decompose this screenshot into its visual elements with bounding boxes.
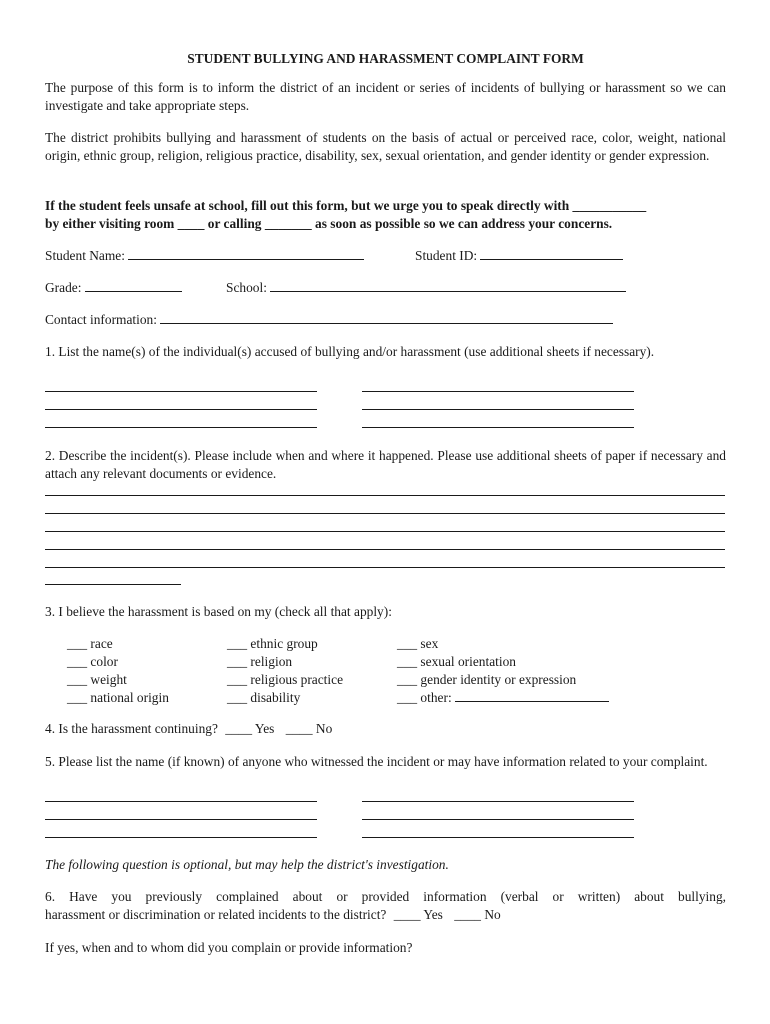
question-4 bbox=[45, 720, 332, 738]
question-6-line-2 bbox=[45, 906, 501, 924]
optional-note: The following question is optional, but may help the district's investigation. bbox=[45, 857, 449, 872]
checkbox-disability[interactable]: ___ disability bbox=[227, 690, 301, 705]
student-id-field[interactable] bbox=[415, 247, 623, 265]
checkbox-weight[interactable]: ___ weight bbox=[67, 672, 127, 687]
q6-no-option[interactable]: ____ No bbox=[454, 907, 501, 922]
school-label: School: bbox=[226, 280, 267, 295]
q4-yes-option[interactable]: ____ Yes bbox=[225, 721, 275, 736]
student-id-label: Student ID: bbox=[415, 248, 478, 263]
incident-description-line[interactable] bbox=[45, 549, 725, 550]
unsafe-line-2: by either visiting room ____ or calling _______ as soon as possible so we can address your concerns. bbox=[45, 216, 613, 231]
question-6-line-1: 6. Have you previously complained about or provided information (verbal or written) about bullying, bbox=[45, 889, 726, 904]
form-page bbox=[45, 0, 726, 1024]
contact-label: Contact information: bbox=[45, 312, 157, 327]
accused-name-line[interactable] bbox=[362, 391, 634, 392]
checkbox-national-origin[interactable]: ___ national origin bbox=[67, 690, 169, 705]
witness-name-line[interactable] bbox=[362, 801, 634, 802]
question-2-text: 2. Describe the incident(s). Please include when and where it happened. Please use additional sheets of paper if necessary and attach any relevant documents or evidence. bbox=[45, 448, 726, 481]
question-4-text: 4. Is the harassment continuing? bbox=[45, 721, 218, 736]
incident-description-line[interactable] bbox=[45, 513, 725, 514]
witness-name-line[interactable] bbox=[45, 819, 317, 820]
q4-no-option[interactable]: ____ No bbox=[285, 721, 333, 736]
other-reason-blank[interactable] bbox=[455, 689, 609, 702]
checkbox-other[interactable] bbox=[397, 689, 609, 707]
checkbox-color[interactable]: ___ color bbox=[67, 654, 118, 669]
witness-name-line[interactable] bbox=[45, 837, 317, 838]
unsafe-line-1: If the student feels unsafe at school, fill out this form, but we urge you to speak directly with ___________ bbox=[45, 198, 647, 213]
prohibits-paragraph: The district prohibits bullying and harassment of students on the basis of actual or perceived race, color, weight, national origin, ethnic group, religion, religious practice, disability, sex, sexual orientation, and gender identity or gender expression. bbox=[45, 130, 726, 163]
accused-name-line[interactable] bbox=[45, 427, 317, 428]
checkbox-other-label: ___ other: bbox=[397, 690, 452, 705]
checkbox-sex[interactable]: ___ sex bbox=[397, 636, 439, 651]
grade-field[interactable] bbox=[45, 279, 182, 297]
question-6-text: harassment or discrimination or related incidents to the district? bbox=[45, 907, 387, 922]
question-5-text: 5. Please list the name (if known) of anyone who witnessed the incident or may have information related to your complaint. bbox=[45, 754, 708, 769]
contact-field[interactable] bbox=[45, 311, 613, 329]
q6-yes-option[interactable]: ____ Yes bbox=[393, 907, 443, 922]
witness-name-line[interactable] bbox=[362, 837, 634, 838]
checkbox-ethnic-group[interactable]: ___ ethnic group bbox=[227, 636, 318, 651]
grade-label: Grade: bbox=[45, 280, 82, 295]
form-title: STUDENT BULLYING AND HARASSMENT COMPLAINT FORM bbox=[187, 51, 584, 66]
checkbox-gender-identity[interactable]: ___ gender identity or expression bbox=[397, 672, 577, 687]
checkbox-religious-practice[interactable]: ___ religious practice bbox=[227, 672, 344, 687]
grade-blank[interactable] bbox=[85, 279, 182, 292]
student-name-field[interactable] bbox=[45, 247, 364, 265]
question-3-text: 3. I believe the harassment is based on my (check all that apply): bbox=[45, 604, 392, 619]
question-1-text: 1. List the name(s) of the individual(s) accused of bullying and/or harassment (use additional sheets if necessary). bbox=[45, 344, 655, 359]
school-field[interactable] bbox=[226, 279, 626, 297]
purpose-paragraph: The purpose of this form is to inform the district of an incident or series of incidents of bullying or harassment so we can investigate and take appropriate steps. bbox=[45, 80, 726, 113]
incident-description-line[interactable] bbox=[45, 495, 725, 496]
incident-description-line[interactable] bbox=[45, 531, 725, 532]
accused-name-line[interactable] bbox=[362, 409, 634, 410]
checkbox-religion[interactable]: ___ religion bbox=[227, 654, 293, 669]
checkbox-race[interactable]: ___ race bbox=[67, 636, 113, 651]
school-blank[interactable] bbox=[270, 279, 626, 292]
incident-description-line[interactable] bbox=[45, 584, 181, 585]
student-name-blank[interactable] bbox=[128, 247, 364, 260]
accused-name-line[interactable] bbox=[45, 409, 317, 410]
question-7-text: If yes, when and to whom did you complain or provide information? bbox=[45, 940, 413, 955]
witness-name-line[interactable] bbox=[45, 801, 317, 802]
accused-name-line[interactable] bbox=[362, 427, 634, 428]
checkbox-sexual-orientation[interactable]: ___ sexual orientation bbox=[397, 654, 516, 669]
witness-name-line[interactable] bbox=[362, 819, 634, 820]
contact-blank[interactable] bbox=[160, 311, 613, 324]
student-name-label: Student Name: bbox=[45, 248, 125, 263]
incident-description-line[interactable] bbox=[45, 567, 725, 568]
accused-name-line[interactable] bbox=[45, 391, 317, 392]
student-id-blank[interactable] bbox=[480, 247, 623, 260]
